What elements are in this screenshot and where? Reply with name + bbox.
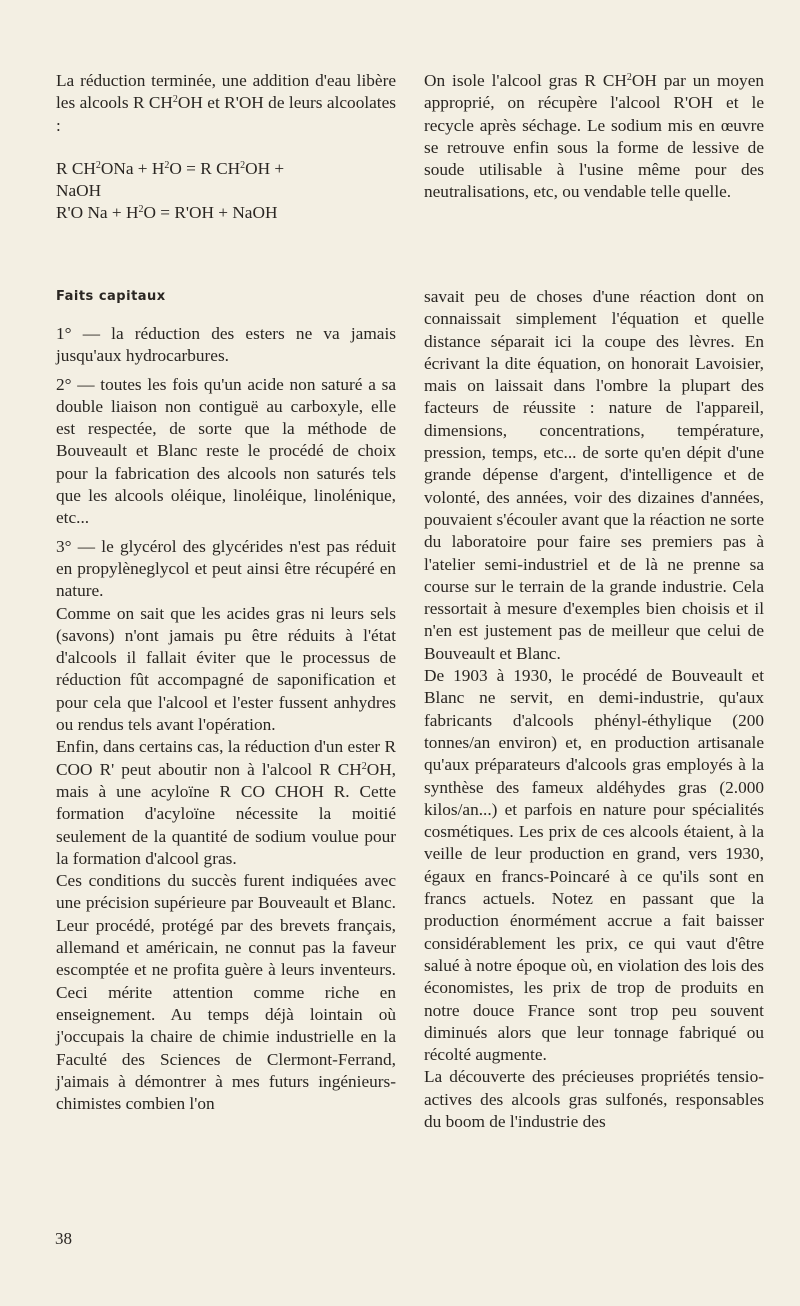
section-heading: Faits capitaux xyxy=(56,289,166,304)
paragraph-reaction: savait peu de choses d'une réaction dont on connaissait simplement l'équation et quelle distance séparait ici la coupe des lèvres. En écrivant la dite équation, on honorait Lavoisier, mais on laissait dans l'ombre la plupart des facteurs de réussite : nature de l'appareil, dimensions, concentrations, température, pression, temps, etc... de sorte qu'en dépit d'une grande dépense d'argent, d'intelligence et de volonté, des années, voir des dizaines d'années, pouvaient s'écouler avant que la réaction ne sorte du laboratoire pour faire ses premiers pas à l'atelier semi-industriel et de là ne prenne sa course sur le terrain de la grande industrie. Cela ressortait à mesure d'exemples bien choisis et il n'en est justement pas de meilleur que celui de Bouveault et Blanc. xyxy=(424,287,764,663)
right-top-column xyxy=(424,70,764,204)
equation-2: R'O $Na + H^2O = R'OH$ + NaOH xyxy=(56,203,278,223)
isolation-paragraph: On isole l'alcool gras R $CH^2OH$ par un moyen approprié, on récupère l'alcool R'OH et le recycle après séchage. Le sodium mis en œuvre se retrouve enfin sous la forme de lessive de soude utilisable à l'usine même pour des neutralisations, etc, ou vendable telle quelle. xyxy=(424,71,764,202)
fact-1: 1° — la réduction des esters ne va jamais jusqu'aux hydrocarbures. xyxy=(56,324,396,366)
intro-paragraph: La réduction terminée, une addition d'eau libère les alcools R $CH^2OH$ et R'OH de leurs alcoolates : xyxy=(56,71,396,135)
page-number: 38 xyxy=(55,1229,72,1248)
paragraph-acyloine: Enfin, dans certains cas, la réduction d'un ester R COO R' peut aboutir non à l'alcool R $CH^2OH$, mais à une acyloïne R CO CHOH R. Cette formation d'acyloïne nécessite la moitié seulement de la quantité de sodium voulue pour la formation d'alcool gras. xyxy=(56,737,396,868)
equation-1-line-2: NaOH xyxy=(56,181,102,201)
intro-column xyxy=(56,70,396,225)
fact-3: 3° — le glycérol des glycérides n'est pas réduit en propylèneglycol et peut ainsi être récupéré en nature. xyxy=(56,536,396,601)
equation-1-line-1: R $CH^2ONa + H^2O = R$ $CH^2OH$ + xyxy=(56,158,285,178)
paragraph-discovery: La découverte des précieuses propriétés tensio-actives des alcools gras sulfonés, responsables du boom de l'industrie des xyxy=(424,1067,764,1131)
right-main-column xyxy=(424,286,764,1133)
equation-1 xyxy=(56,158,396,203)
fact-2: 2° — toutes les fois qu'un acide non saturé a sa double liaison non contiguë au carboxyle, elle est respectée, de sorte que la méthode de Bouveault et Blanc reste le procédé de choix pour la fabrication des alcools non saturés tels que les alcools oléique, linoléique, linolénique, etc... xyxy=(56,374,396,528)
paragraph-saponification: Comme on sait que les acides gras ni leurs sels (savons) n'ont jamais pu être réduits à l'état d'alcools il fallait éviter que le processus de réduction fût accompagné de saponification et pour cela que l'alcool et l'ester fussent anhydres ou rendus tels avant l'opération. xyxy=(56,603,396,735)
left-main-column xyxy=(56,323,396,1115)
paragraph-conditions: Ces conditions du succès furent indiquées avec une précision supérieure par Bouveault et Blanc. Leur procédé, protégé par des brevets français, allemand et américain, ne connut pas la faveur escomptée et ne profita guère à leurs inventeurs. Ceci mérite attention comme riche en enseignement. Au temps déjà lointain où j'occupais la chaire de chimie industrielle en la Faculté des Sciences de Clermont-Ferrand, j'aimais à démontrer à mes futurs ingénieurs-chimistes combien l'on xyxy=(56,871,396,1114)
paragraph-history: De 1903 à 1930, le procédé de Bouveault et Blanc ne servit, en demi-industrie, qu'aux fabricants d'alcools phényl-éthylique (200 tonnes/an environ) et, en production artisanale qu'aux préparateurs d'alcools gras employés à la synthèse des fameux aldéhydes gras (2.000 kilos/an...) et parfois en nature pour spécialités cosmétiques. Les prix de ces alcools étaient, à la veille de leur production en grand, vers 1930, égaux en francs-Poincaré à ce qu'ils sont en francs actuels. Notez en passant que la production énormément accrue a fait baisser considérablement les prix, ce qui vaut d'être salué à notre époque où, en violation des lois des économistes, les prix de trop de produits en notre douce France sont trop peu souvent diminués alors que leur tonnage fabriqué ou récolté augmente. xyxy=(424,666,764,1065)
